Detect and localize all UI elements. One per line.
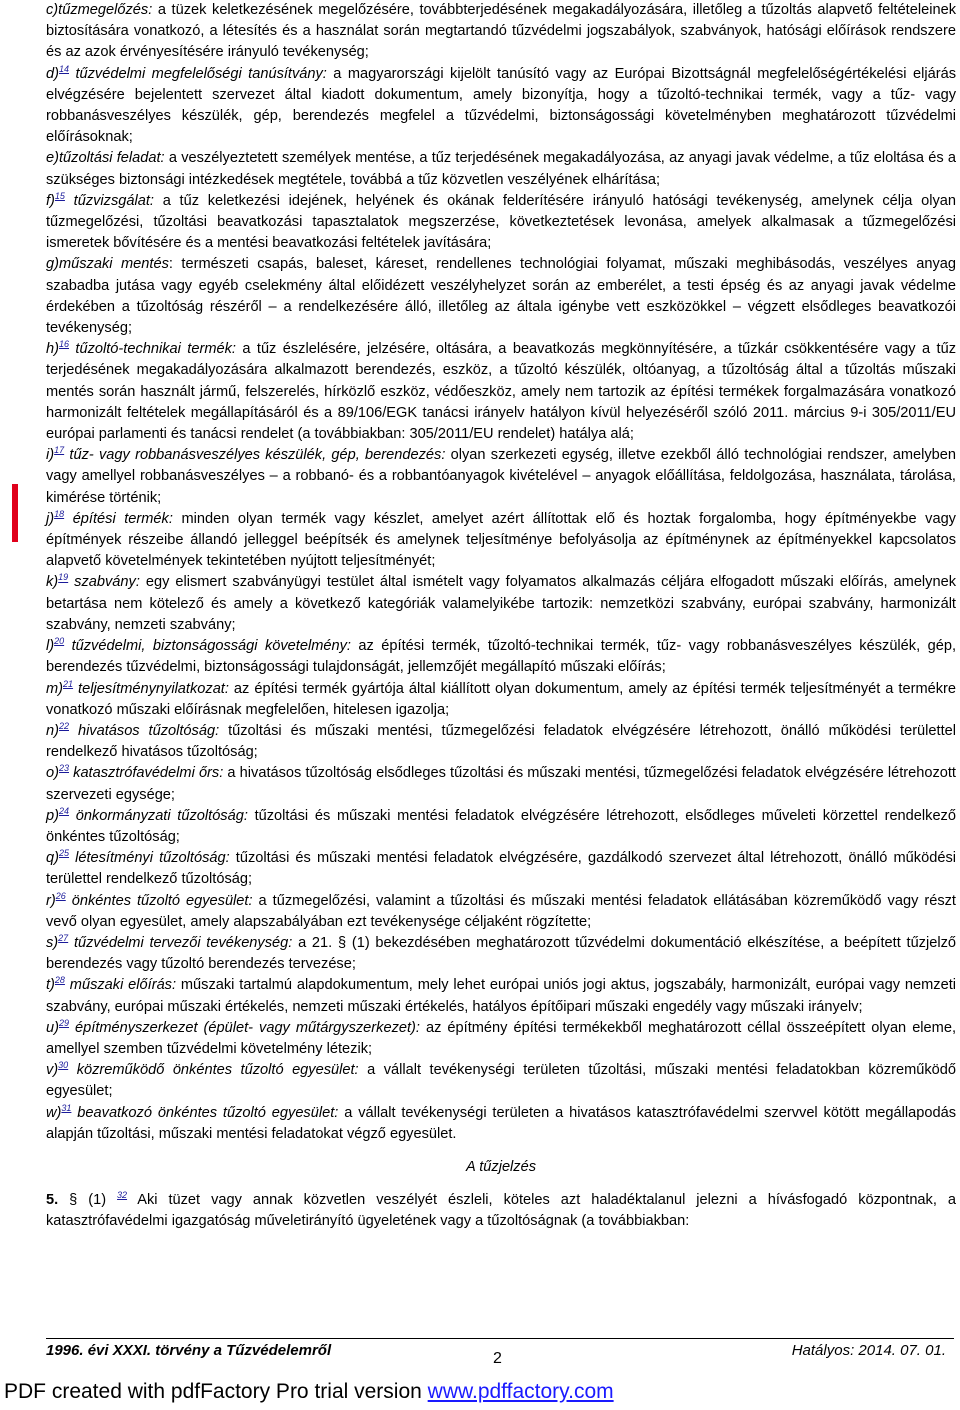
definition-text: minden olyan termék vagy készlet, amelyet azért állítottak elő és hoztak forgalomba, hogy építményekbe vagy építmények részeibe állandó jelleggel beépítsék és amelynek teljesítménye befolyásolja az építménynek az építményekkel kapcsolatos alapvető követelmények tekintetében nyújtott teljesítményét; xyxy=(46,510,956,570)
defined-term: katasztrófavédelmi őrs: xyxy=(73,765,224,782)
footnote-reference-link[interactable]: 27 xyxy=(58,933,69,944)
item-letter: u) xyxy=(46,1019,59,1036)
defined-term: tűzoltó-technikai termék: xyxy=(75,341,236,358)
footnote-reference-link[interactable]: 28 xyxy=(54,975,65,986)
definition-text: a hivatásos tűzoltóság elsődleges tűzoltási és műszaki mentési, tűzmegelőzési feladatok elvégzésére létrehozott szervezeti egysége; xyxy=(46,765,956,803)
definition-text: a tűz észlelésére, jelzésére, oltására, a beavatkozás megkönnyítésére, a tűzkár csökkentésére vagy a tűz terjedésének megakadályozására alkalmazott berendezés, eszköz, a tűzoltó készülék, oltóanyag, a tűzoltóság által a tűzoltás műszaki mentés során használt jármű, felszerelés, hírközlő eszköz, védőeszköz, amely nem tartozik az építési termékek forgalmazására vonatkozó harmonizált feltételek megállapításáról és a 89/106/EGK tanácsi irányelv hatályon kívül helyezéséről szóló 2011. március 9-i 305/2011/EU európai parlamenti és tanácsi rendelet (a továbbiakban: 305/2011/EU rendelet) hatálya alá; xyxy=(46,341,957,443)
footnote-reference-link[interactable]: 21 xyxy=(63,678,74,689)
defined-term: szabvány: xyxy=(74,574,140,591)
definition-paragraph-q xyxy=(46,848,956,890)
defined-term: tűzvédelmi, biztonságossági követelmény: xyxy=(71,638,351,655)
definition-paragraph-u xyxy=(46,1018,956,1060)
pdffactory-link[interactable]: www.pdffactory.com xyxy=(427,1380,614,1403)
document-body xyxy=(46,0,956,1233)
definition-text: tűzoltási és műszaki mentési, tűzmegelőzési feladatok elvégzésére létrehozott, önálló működési területtel rendelkező hivatásos tűzoltóság; xyxy=(46,722,956,761)
item-letter: i) xyxy=(46,447,55,464)
definition-text: a tűzmegelőzési, valamint a tűzoltási és műszaki mentési feladatok ellátásában közreműködő vagy részt vevő olyan egyesület, amely alapszabályában ezt tevékenysége céljaként rögzítette; xyxy=(46,892,956,930)
pdf-banner-text: PDF created with pdfFactory Pro trial version xyxy=(4,1380,428,1403)
footnote-reference-link[interactable]: 22 xyxy=(58,721,69,732)
item-letter: h) xyxy=(46,341,59,358)
item-letter: s) xyxy=(46,934,59,951)
footnote-reference-link[interactable]: 14 xyxy=(58,63,69,74)
footnote-reference-link[interactable]: 29 xyxy=(58,1017,69,1028)
definition-text: a vállalt tevékenységi területen tűzoltási, műszaki mentési feladatokban közreműködő egyesület; xyxy=(46,1062,956,1100)
item-letter: m) xyxy=(46,680,64,697)
definition-paragraph-f xyxy=(46,191,956,255)
definition-paragraph-o xyxy=(46,763,956,805)
definition-text: a vállalt tevékenységi területen a hivatásos katasztrófavédelmi szervvel kötött megállapodás alapján tűzoltási, műszaki mentési feladatokat végző egyesület. xyxy=(46,1104,956,1142)
section-number: 5. xyxy=(46,1192,59,1209)
section-text: Aki tüzet vagy annak közvetlen veszélyét észleli, köteles azt haladéktalanul jelezni a hívásfogadó központnak, a katasztrófavédelmi igazgatóság műveletirányító ügyeletének vagy a tűzoltóságnak (a továbbiakban: xyxy=(46,1192,956,1230)
definition-text: olyan szerkezeti egység, illetve ezekből álló technológiai rendszer, amelyben vagy amellyel robbanásveszélyes – a robbanó- és a robbantóanyagok kivételével – anyagok előállítása, feldolgozása, használata, tárolása, kimérése történik; xyxy=(46,447,957,506)
defined-term: tűzvédelmi tervezői tevékenység: xyxy=(73,934,293,951)
definition-paragraph-d xyxy=(46,64,956,149)
definition-paragraph-p xyxy=(46,806,956,848)
defined-term: létesítményi tűzoltóság: xyxy=(75,850,230,867)
item-letter: w) xyxy=(46,1104,62,1121)
defined-term: tűzvédelmi megfelelőségi tanúsítvány: xyxy=(75,65,327,82)
definition-text: az építési termék, tűzoltó-technikai termék, tűz- vagy robbanásveszélyes készülék, gép, berendezés tűzvédelmi, biztonságossági tulajdonságát, jellemzőjét megállapító műszaki előírás; xyxy=(46,638,957,676)
definition-paragraph-c xyxy=(46,0,956,64)
definition-paragraph-s xyxy=(46,933,956,975)
item-letter: c) xyxy=(46,2,59,18)
definition-paragraph-g xyxy=(46,254,956,339)
footnote-reference-link[interactable]: 31 xyxy=(61,1102,72,1113)
item-letter: k) xyxy=(46,574,59,591)
item-letter: t) xyxy=(46,977,55,994)
definition-paragraph-k xyxy=(46,572,956,636)
footnote-reference-link[interactable]: 19 xyxy=(58,572,69,583)
definition-text: műszaki tartalmú alapdokumentum, mely lehet európai uniós jogi aktus, jogszabály, harmonizált, európai vagy nemzeti szabvány, európai műszaki értékelés, nemzeti műszaki értékelés, hatályos építőipari műszaki engedély vagy műszaki irányelv; xyxy=(46,977,956,1015)
defined-term: önkéntes tűzoltó egyesület: xyxy=(71,892,253,909)
footer-divider xyxy=(46,1338,954,1339)
definition-paragraph-r xyxy=(46,891,956,933)
definition-text: az építési termék gyártója által kiállított olyan dokumentum, amely az építési termék teljesítményét a termékre vonatkozó műszaki előírásnak megfelelően, hitelesen igazolja; xyxy=(46,680,956,718)
defined-term: közreműködő önkéntes tűzoltó egyesület: xyxy=(76,1062,359,1079)
definition-text: a tűz keletkezési idejének, helyének és okának felderítésére irányuló hatósági tevékenység, amelynek célja olyan tűzmegelőzési, tűzoltási beavatkozási tapasztalatok megszerzése, következtetések levonása, amelyek alkalmasak a tűzmegelőzési ismeretek bővítésére és a mentési beavatkozási feltételek javítására; xyxy=(46,192,956,252)
definition-text: tűzoltási és műszaki mentési feladatok elvégzésére, gazdálkodó szervezet által létrehozott, önálló működési területtel rendelkező tűzoltóság; xyxy=(46,850,956,888)
footnote-reference-link[interactable]: 18 xyxy=(54,509,65,520)
definition-paragraph-w xyxy=(46,1103,956,1145)
item-letter: j) xyxy=(46,510,55,527)
defined-term: önkormányzati tűzoltóság: xyxy=(75,807,248,824)
footnote-reference-link[interactable]: 20 xyxy=(54,636,65,647)
footnote-reference-link[interactable]: 23 xyxy=(58,763,69,774)
footer-effective-date: Hatályos: 2014. 07. 01. xyxy=(791,1342,946,1359)
footnote-reference-link[interactable]: 26 xyxy=(55,890,66,901)
defined-term: tűzoltási feladat: xyxy=(58,150,165,167)
defined-term: műszaki előírás: xyxy=(69,977,177,994)
footnote-reference-link[interactable]: 16 xyxy=(58,339,69,350)
item-letter: p) xyxy=(46,807,59,824)
footnote-reference-link[interactable]: 17 xyxy=(54,445,65,456)
definition-text: a magyarországi kijelölt tanúsító vagy az Európai Bizottságnál megfelelőségértékelési eljárás elvégzésére bejelentett szervezet által kiadott dokumentum, amely bizonyítja, hogy a tűzoltó-technikai termék, vagy a tűz- vagy robbanásveszélyes készülék, gép, berendezés megfelel a tűzvédelmi, biztonságossági követelményben meghatározott tűzvédelmi előírásoknak; xyxy=(46,65,956,146)
definition-paragraph-m xyxy=(46,679,956,721)
item-letter: n) xyxy=(46,722,59,739)
item-letter: g) xyxy=(46,256,59,273)
item-letter: l) xyxy=(46,638,55,655)
defined-term: beavatkozó önkéntes tűzoltó egyesület: xyxy=(77,1104,339,1121)
subsection-number: (1) xyxy=(88,1192,107,1209)
defined-term: építményszerkezet (épület- vagy műtárgyszerkezet): xyxy=(75,1019,420,1036)
defined-term: tűzmegelőzés: xyxy=(58,2,153,18)
item-letter: f) xyxy=(46,192,55,209)
item-letter: d) xyxy=(46,65,59,82)
definition-paragraph-l xyxy=(46,636,956,678)
item-letter: o) xyxy=(46,765,59,782)
item-letter: r) xyxy=(46,892,56,909)
item-letter: v) xyxy=(46,1062,59,1079)
definition-text: a 21. § (1) bekezdésében meghatározott tűzvédelmi dokumentáció elkészítése, a beépített tűzjelző berendezés vagy tűzoltó berendezés tervezése; xyxy=(46,934,956,973)
definition-paragraph-t xyxy=(46,975,956,1017)
defined-term: hivatásos tűzoltóság: xyxy=(77,722,220,739)
definition-text: a veszélyeztetett személyek mentése, a tűz terjedésének megakadályozása, az anyagi javak védelme, a tűz eloltása és a szükséges biztonsági intézkedések megtétele, továbbá a tűz közvetlen veszélyének elhárítása; xyxy=(46,150,956,188)
change-marker-bar xyxy=(12,484,18,542)
item-letter: q) xyxy=(46,850,59,867)
pdf-trial-banner xyxy=(4,1380,614,1404)
definition-text: a tüzek keletkezésének megelőzésére, továbbterjedésének megakadályozására, illetőleg a tűzoltás alapvető feltételeinek biztosítására vonatkozó, a létesítés és a használat során megtartandó tűzvédelmi jogszabályok, szabványok, hatósági előírások rendszere és az azok érvényesítésére irányuló tevékenység; xyxy=(46,2,956,61)
defined-term: teljesítménynyilatkozat: xyxy=(78,680,229,697)
definition-text: egy elismert szabványügyi testület által ismételt vagy folyamatos alkalmazás céljára elfogadott műszaki előírás, amelynek betartása nem kötelező és amely a következő kategóriák valamelyikébe tartozik: nemzetközi szabvány, európai szabvány, harmonizált szabvány, nemzeti szabvány; xyxy=(46,574,956,633)
definition-text: : természeti csapás, baleset, káreset, rendellenes technológiai folyamat, műszaki meghibásodás, veszélyes anyag szabadba jutása vagy egyéb cselekmény által előidézett veszélyhelyzet során az emberélet, a testi épség és az anyagi javak védelme érdekében a tűzoltóság részéről – a rendelkezésére álló, illetőleg az általa igénybe vett eszközökkel – végzett elsődleges beavatkozói tevékenység; xyxy=(46,256,956,337)
section-sign: § xyxy=(69,1192,78,1209)
definition-paragraph-h xyxy=(46,339,956,445)
footnote-reference-link[interactable]: 30 xyxy=(58,1060,69,1071)
footnote-reference-link[interactable]: 32 xyxy=(117,1190,128,1201)
item-letter: e) xyxy=(46,150,59,167)
defined-term: műszaki mentés xyxy=(58,256,169,273)
footnote-reference-link[interactable]: 24 xyxy=(58,805,69,816)
section-heading: A tűzjelzés xyxy=(465,1158,537,1175)
definition-paragraph-j xyxy=(46,509,956,573)
definition-paragraph-e xyxy=(46,148,956,190)
footnote-reference-link[interactable]: 15 xyxy=(54,190,65,201)
defined-term: építési termék: xyxy=(72,510,173,527)
definition-paragraph-v xyxy=(46,1060,956,1102)
definition-paragraph-n xyxy=(46,721,956,763)
footer-document-title: 1996. évi XXXI. törvény a Tűzvédelemről xyxy=(46,1342,332,1359)
page-number: 2 xyxy=(493,1350,502,1367)
definition-paragraph-i xyxy=(46,445,956,509)
definition-text: tűzoltási és műszaki mentési feladatok elvégzésére létrehozott, elsődleges műveleti körzettel rendelkező önkéntes tűzoltóság; xyxy=(46,807,956,845)
defined-term: tűzvizsgálat: xyxy=(73,192,154,209)
defined-term: tűz- vagy robbanásveszélyes készülék, gép, berendezés: xyxy=(69,447,446,464)
footnote-reference-link[interactable]: 25 xyxy=(58,848,69,859)
definition-text: az építmény építési termékekből meghatározott céllal összeépített olyan eleme, amellyel szemben tűzvédelmi követelmény létezik; xyxy=(46,1019,956,1057)
section-paragraph xyxy=(46,1190,956,1232)
